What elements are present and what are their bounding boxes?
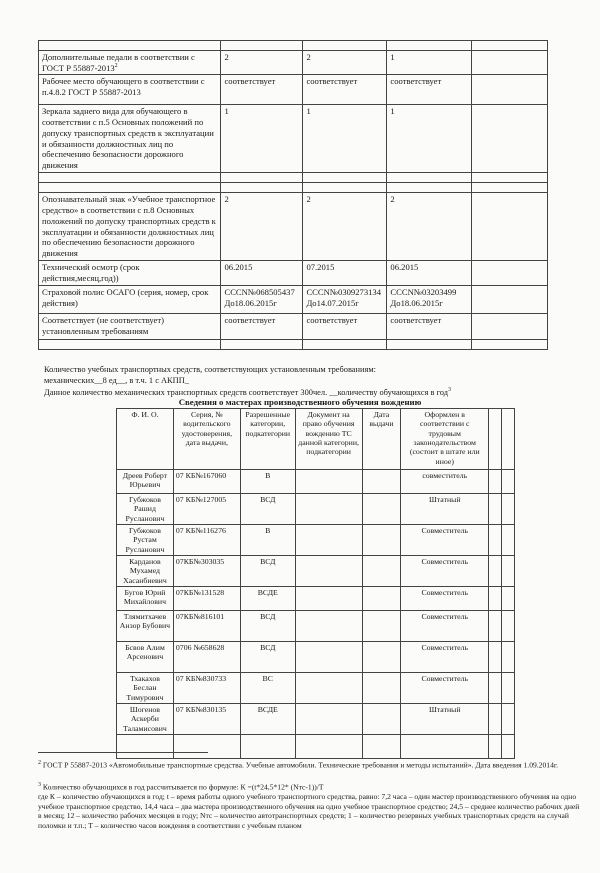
summary-line-1: Количество учебных транспортных средств, соответствующих установленным требованиям: <box>44 365 376 374</box>
empty-cell <box>472 193 548 261</box>
empty-cell <box>489 642 502 673</box>
instructor-header-cell <box>489 409 502 470</box>
instructors-heading: Сведения о мастерах производственного обучения вождению <box>178 397 422 407</box>
vehicle-value-cell: СССN№03203499 До18.06.2015г <box>387 285 472 313</box>
vehicle-row <box>39 41 548 51</box>
vehicle-value-cell: 2 <box>221 51 303 75</box>
footnote-3-formula: $^3$ Количество обучающихся в год рассчитывается по формуле: К =(t*24,5*12* (Nтс-1))/Т <box>38 782 324 792</box>
license-number: 07КБ№131528 <box>173 587 240 611</box>
empty-cell <box>502 704 515 735</box>
instructor-name: Карданов Мухамед Хасанбиевич <box>117 556 174 587</box>
issue-date <box>362 642 401 673</box>
issue-date <box>362 735 401 759</box>
empty-cell <box>489 556 502 587</box>
license-categories: В <box>240 470 295 494</box>
vehicle-row-label <box>39 183 221 193</box>
empty-cell <box>489 470 502 494</box>
training-document <box>295 611 362 642</box>
empty-cell <box>472 339 548 349</box>
training-document <box>295 525 362 556</box>
license-number: 07 КБ№127005 <box>173 494 240 525</box>
vehicle-value-cell: 1 <box>221 105 303 173</box>
issue-date <box>362 525 401 556</box>
empty-cell <box>502 556 515 587</box>
empty-cell <box>489 611 502 642</box>
instructors-table <box>116 408 515 759</box>
employment-status: Совместитель <box>401 642 489 673</box>
vehicle-value-cell <box>221 183 303 193</box>
license-categories: В <box>240 525 295 556</box>
vehicle-row <box>39 285 548 313</box>
instructor-name: Дреев Роберт Юрьевич <box>117 470 174 494</box>
instructor-header-cell: Документ на право обучения вождению ТС данной категории, подкатегории <box>295 409 362 470</box>
employment-status: Штатный <box>401 704 489 735</box>
empty-cell <box>502 642 515 673</box>
vehicle-value-cell: соответствует <box>303 313 387 339</box>
vehicle-value-cell <box>221 173 303 183</box>
training-document <box>295 494 362 525</box>
instructor-name: Бугов Юрий Михайлович <box>117 587 174 611</box>
empty-cell <box>472 313 548 339</box>
vehicle-row <box>39 339 548 349</box>
issue-date <box>362 673 401 704</box>
vehicle-row-label <box>39 41 221 51</box>
empty-cell <box>472 75 548 105</box>
employment-status: Совместитель <box>401 525 489 556</box>
empty-cell <box>472 51 548 75</box>
instructor-row <box>117 673 515 704</box>
vehicle-value-cell: соответствует <box>387 75 472 105</box>
vehicle-value-cell <box>303 173 387 183</box>
empty-cell <box>502 494 515 525</box>
employment-status: Совместитель <box>401 556 489 587</box>
employment-status: Совместитель <box>401 673 489 704</box>
training-document <box>295 704 362 735</box>
instructor-header-cell: Ф. И. О. <box>117 409 174 470</box>
issue-date <box>362 587 401 611</box>
instructor-name <box>117 735 174 759</box>
empty-cell <box>489 673 502 704</box>
empty-cell <box>472 173 548 183</box>
issue-date <box>362 470 401 494</box>
instructor-name: Тлямитхачев Анзор Бубович <box>117 611 174 642</box>
instructor-row <box>117 611 515 642</box>
vehicle-row-label: Опознавательный знак «Учебное транспортное средство» в соответствии с п.8 Основных положений по допуску транспортных средств к эксплуатации и обязанности должностных лиц по обеспечению безопасности дорожного движения <box>39 193 221 261</box>
vehicle-row-label <box>39 339 221 349</box>
vehicle-value-cell <box>221 339 303 349</box>
vehicle-value-cell <box>303 41 387 51</box>
vehicle-value-cell <box>387 183 472 193</box>
vehicle-value-cell: СССN№0309273134 До14.07.2015г <box>303 285 387 313</box>
employment-status: совместитель <box>401 470 489 494</box>
license-categories <box>240 735 295 759</box>
vehicle-value-cell: соответствует <box>303 75 387 105</box>
instructor-header-cell: Оформлен в соответствии с трудовым законодательством (состоит в штате или иное) <box>401 409 489 470</box>
empty-cell <box>472 41 548 51</box>
vehicle-row-label: Рабочее место обучающего в соответствии с п.4.8.2 ГОСТ Р 55887-2013 <box>39 75 221 105</box>
vehicle-value-cell: соответствует <box>387 313 472 339</box>
empty-cell <box>489 494 502 525</box>
vehicle-row <box>39 193 548 261</box>
empty-cell <box>472 105 548 173</box>
license-categories: ВСД <box>240 611 295 642</box>
training-document <box>295 470 362 494</box>
empty-cell <box>489 525 502 556</box>
empty-cell <box>502 735 515 759</box>
license-number: 07КБ№303035 <box>173 556 240 587</box>
vehicle-row <box>39 313 548 339</box>
license-number <box>173 735 240 759</box>
vehicle-value-cell: 2 <box>221 193 303 261</box>
training-document <box>295 735 362 759</box>
license-categories: ВСДЕ <box>240 704 295 735</box>
instructor-row <box>117 642 515 673</box>
vehicle-row-label: Зеркала заднего вида для обучающего в соответствии с п.5 Основных положений по допуску транспортных средств к эксплуатации и обязанности должностных лиц по обеспечению безопасности дорожного движения <box>39 105 221 173</box>
summary-line-2: механических__8 ед__, в т.ч. 1 с АКПП_ <box>44 376 189 385</box>
vehicle-value-cell <box>303 183 387 193</box>
vehicle-value-cell: 06.2015 <box>387 261 472 285</box>
license-categories: ВС <box>240 673 295 704</box>
vehicle-value-cell: 2 <box>303 51 387 75</box>
vehicle-value-cell <box>387 41 472 51</box>
footnote-rule <box>38 752 208 753</box>
vehicle-row <box>39 105 548 173</box>
vehicle-value-cell <box>387 339 472 349</box>
training-document <box>295 587 362 611</box>
footnote-3-explanation: где К – количество обучающихся в год; t – время работы одного учебного транспортного средства, равно: 7,2 часа – один мастер производственного обучения на одно учебное транспортное средство, 14,4 часа – два мастера производственного обучения на одно учебное транспортное средство; 24,5 – среднее количество рабочих дней в месяц; 12 – количество рабочих месяцев в году; Nтс – количество автотранспортных средств; 1 – количество резервных учебных транспортных средств на случай поломки и т.п.; Т – количество часов вождения в соответствии с учебным планом <box>38 792 580 831</box>
empty-cell <box>489 587 502 611</box>
license-categories: ВСД <box>240 556 295 587</box>
instructor-name: Губжоков Рашид Русланович <box>117 494 174 525</box>
instructor-row <box>117 587 515 611</box>
license-categories: ВСДЕ <box>240 587 295 611</box>
vehicle-row-label: Страховой полис ОСАГО (серия, номер, срок действия) <box>39 285 221 313</box>
employment-status: Штатный <box>401 494 489 525</box>
vehicle-requirements-table <box>38 40 548 350</box>
license-number: 0706 №658628 <box>173 642 240 673</box>
vehicle-value-cell: соответствует <box>221 75 303 105</box>
vehicle-value-cell: 06.2015 <box>221 261 303 285</box>
issue-date <box>362 704 401 735</box>
vehicle-value-cell: СССN№068505437 До18.06.2015г <box>221 285 303 313</box>
vehicle-value-cell: 1 <box>387 105 472 173</box>
license-number: 07КБ№816101 <box>173 611 240 642</box>
vehicle-value-cell <box>221 41 303 51</box>
vehicle-row <box>39 183 548 193</box>
empty-cell <box>489 704 502 735</box>
vehicle-value-cell: 2 <box>303 193 387 261</box>
license-categories: ВСД <box>240 494 295 525</box>
empty-cell <box>472 285 548 313</box>
instructor-name: Тхакахов Беслан Тимурович <box>117 673 174 704</box>
issue-date <box>362 611 401 642</box>
vehicle-row-label: Дополнительные педали в соответствии с ГОСТ Р 55887-2013$^2$ <box>39 51 221 75</box>
empty-cell <box>502 611 515 642</box>
vehicle-row-label: Соответствует (не соответствует) установленным требованиям <box>39 313 221 339</box>
instructor-name: Шогенов Аскерби Таламисович <box>117 704 174 735</box>
instructor-name: Бсвов Алим Арсенович <box>117 642 174 673</box>
summary-line-3: Данное количество механических транспортных средств соответствует 300чел. __количеству обучающихся в год$^3$ <box>44 387 452 397</box>
license-number: 07 КБ№167060 <box>173 470 240 494</box>
empty-cell <box>472 183 548 193</box>
employment-status <box>401 735 489 759</box>
instructor-row <box>117 494 515 525</box>
employment-status: Совместитель <box>401 611 489 642</box>
vehicle-row-label <box>39 173 221 183</box>
footnote-2: $^2$ ГОСТ Р 55887-2013 «Автомобильные транспортные средства. Учебные автомобили. Технические требования и методы испытаний». Дата введения 1.09.2014г. <box>38 760 559 770</box>
vehicle-value-cell <box>303 339 387 349</box>
vehicle-value-cell: 1 <box>303 105 387 173</box>
training-document <box>295 642 362 673</box>
instructor-header-cell: Разрешенные категории, подкатегории <box>240 409 295 470</box>
issue-date <box>362 556 401 587</box>
empty-cell <box>489 735 502 759</box>
vehicle-row-label: Технический осмотр (срок действия,месяц,год)) <box>39 261 221 285</box>
vehicle-row <box>39 173 548 183</box>
empty-cell <box>502 525 515 556</box>
vehicle-value-cell: 07.2015 <box>303 261 387 285</box>
instructor-header-cell <box>502 409 515 470</box>
instructor-row <box>117 470 515 494</box>
issue-date <box>362 494 401 525</box>
license-categories: ВСД <box>240 642 295 673</box>
empty-cell <box>502 470 515 494</box>
license-number: 07 КБ№116276 <box>173 525 240 556</box>
vehicle-row <box>39 51 548 75</box>
training-document <box>295 556 362 587</box>
vehicle-row <box>39 261 548 285</box>
vehicle-value-cell: 1 <box>387 51 472 75</box>
instructor-header-cell: Серия, № водительского удостоверения, дата выдачи, <box>173 409 240 470</box>
empty-cell <box>502 587 515 611</box>
employment-status: Совместитель <box>401 587 489 611</box>
instructor-name: Губжоков Рустам Русланович <box>117 525 174 556</box>
instructor-row <box>117 525 515 556</box>
vehicle-value-cell: 2 <box>387 193 472 261</box>
empty-cell <box>472 261 548 285</box>
vehicle-row <box>39 75 548 105</box>
empty-cell <box>502 673 515 704</box>
instructor-header-cell: Дата выдачи <box>362 409 401 470</box>
instructor-row <box>117 735 515 759</box>
instructor-row <box>117 704 515 735</box>
vehicle-value-cell: соответствует <box>221 313 303 339</box>
license-number: 07 КБ№830733 <box>173 673 240 704</box>
vehicle-value-cell <box>387 173 472 183</box>
training-document <box>295 673 362 704</box>
instructor-row <box>117 556 515 587</box>
license-number: 07 КБ№830135 <box>173 704 240 735</box>
